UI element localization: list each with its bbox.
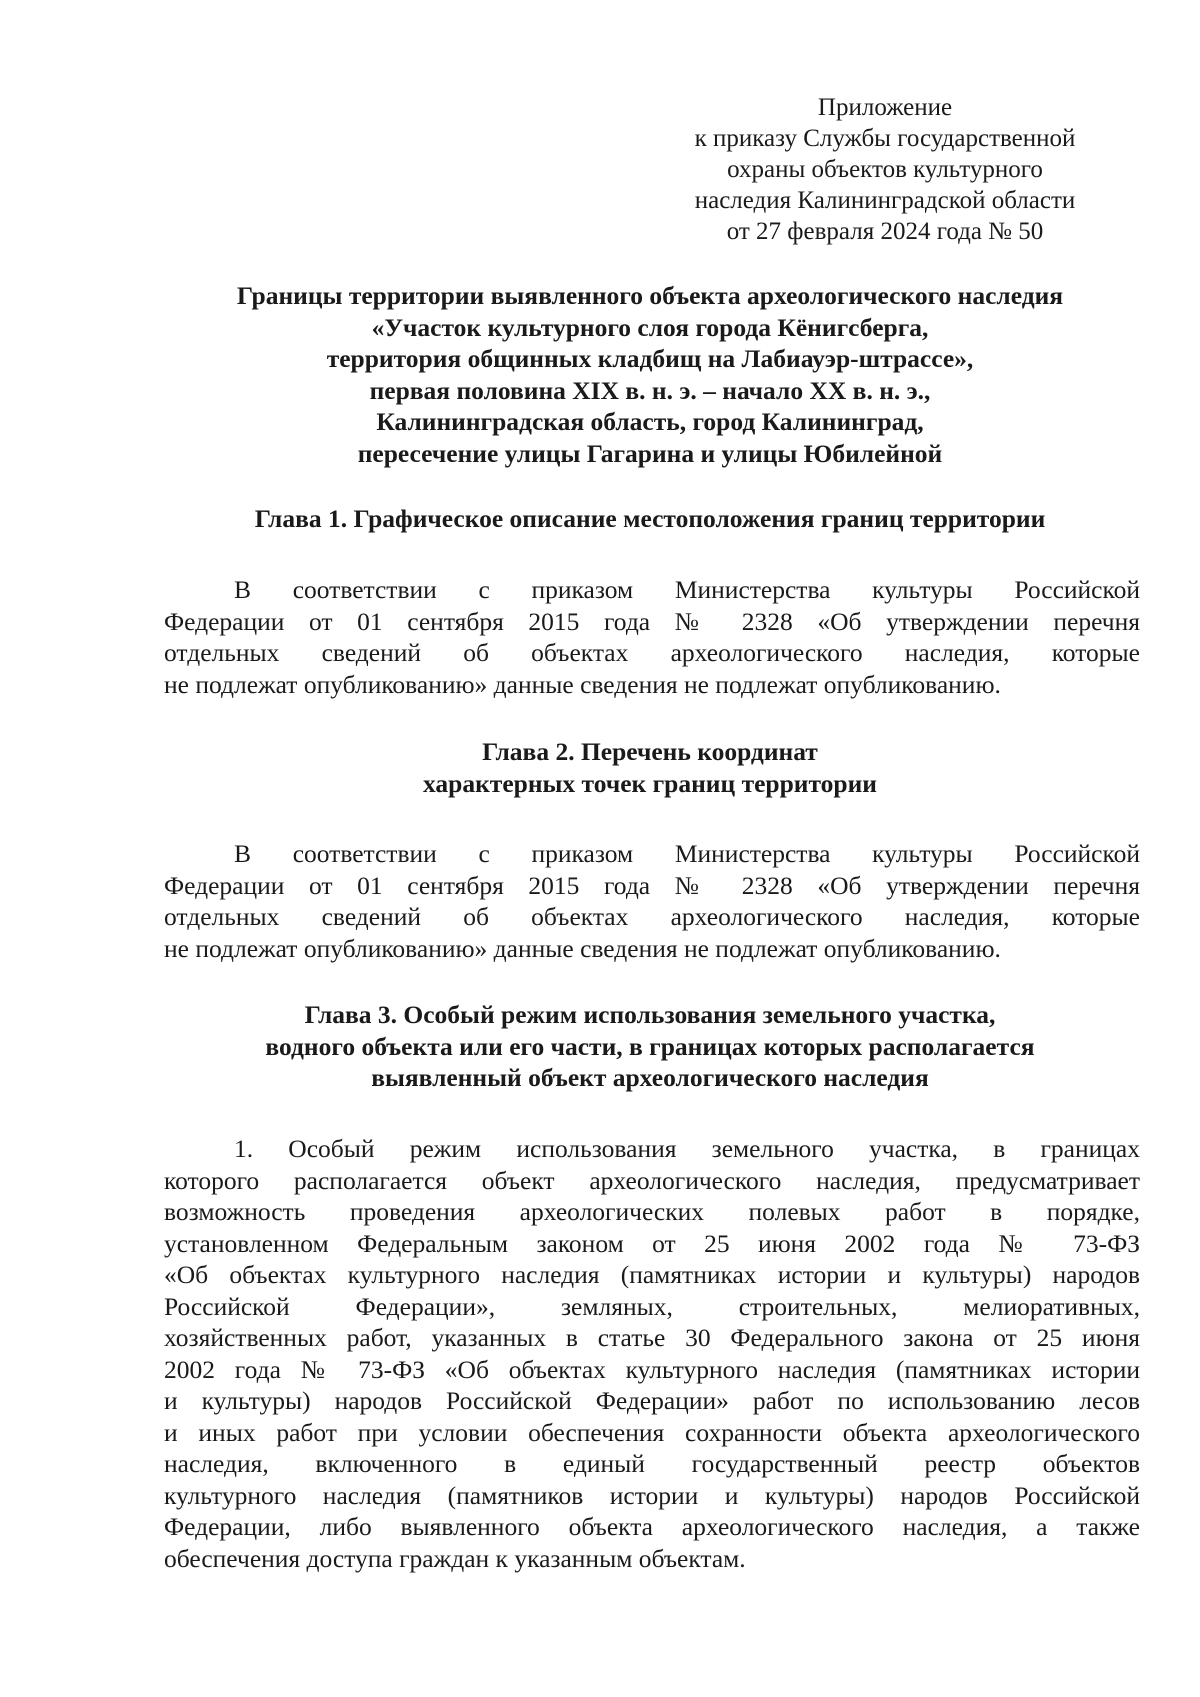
appendix-line: Приложение xyxy=(817,94,953,121)
chapter-3-paragraph xyxy=(164,1133,1140,1574)
paragraph-line: которого располагается объект археологического наследия, предусматривает xyxy=(164,1165,1140,1195)
paragraph-line: Российской Федерации», земляных, строительных, мелиоративных, xyxy=(164,1291,1140,1321)
title-line: пересечение улицы Гагарина и улицы Юбилейной xyxy=(357,438,943,468)
paragraph-line: установленном Федеральным законом от 25 июня 2002 года № 73-ФЗ xyxy=(164,1228,1140,1258)
paragraph-line: В соответствии с приказом Министерства культуры Российской xyxy=(234,575,1140,604)
chapter-heading-line: выявленный объект археологического наследия xyxy=(371,1063,929,1092)
title-line: территория общинных кладбищ на Лабиауэр-штрассе», xyxy=(326,344,974,373)
paragraph-line: обеспечения доступа граждан к указанным объектам. xyxy=(164,1543,746,1573)
paragraph-line: и культуры) народов Российской Федерации» работ по использованию лесов xyxy=(164,1386,1140,1415)
chapter-heading-line: Глава 2. Перечень координат xyxy=(482,737,818,766)
paragraph-line: Федерации от 01 сентября 2015 года № 2328 «Об утверждении перечня xyxy=(164,870,1140,900)
paragraph-line: хозяйственных работ, указанных в статье 30 Федерального закона от 25 июня xyxy=(164,1323,1140,1352)
paragraph-line: Федерации, либо выявленного объекта археологического наследия, а также xyxy=(164,1512,1140,1541)
appendix-line: к приказу Службы государственной xyxy=(694,125,1076,152)
paragraph-line: В соответствии с приказом Министерства культуры Российской xyxy=(234,839,1140,868)
paragraph-line: не подлежат опубликованию» данные сведения не подлежат опубликованию. xyxy=(164,669,1001,699)
paragraph-line: наследия, включенного в единый государственный реестр объектов xyxy=(164,1449,1140,1478)
chapter-2-heading xyxy=(160,736,1140,799)
paragraph-line: культурного наследия (памятников истории и культуры) народов Российской xyxy=(164,1480,1140,1510)
chapter-heading-line: водного объекта или его части, в границах которых располагается xyxy=(265,1031,1035,1061)
paragraph-line: 2002 года № 73-ФЗ «Об объектах культурного наследия (памятниках истории xyxy=(164,1354,1140,1384)
paragraph-line: Федерации от 01 сентября 2015 года № 2328 «Об утверждении перечня xyxy=(164,606,1140,636)
paragraph-line: отдельных сведений об объектах археологического наследия, которые xyxy=(164,638,1140,667)
chapter-2-paragraph xyxy=(164,838,1140,964)
title-line: «Участок культурного слоя города Кёнигсберга, xyxy=(371,312,929,342)
appendix-line: от 27 февраля 2024 года № 50 xyxy=(726,218,1044,245)
chapter-1-heading xyxy=(160,503,1140,535)
chapter-heading-line: характерных точек границ территории xyxy=(423,768,877,798)
paragraph-line: и иных работ при условии обеспечения сохранности объекта археологического xyxy=(164,1417,1140,1447)
title-line: Границы территории выявленного объекта археологического наследия xyxy=(236,281,1064,310)
document-title xyxy=(160,280,1140,469)
paragraph-line: возможность проведения археологических полевых работ в порядке, xyxy=(164,1197,1140,1226)
paragraph-line: 1. Особый режим использования земельного участка, в границах xyxy=(234,1134,1140,1163)
chapter-1-paragraph xyxy=(164,574,1140,700)
appendix-line: наследия Калининградской области xyxy=(694,187,1076,214)
appendix-block xyxy=(640,92,1130,247)
chapter-heading-line: Глава 1. Графическое описание местоположения границ территории xyxy=(254,504,1046,533)
chapter-heading-line: Глава 3. Особый режим использования земельного участка, xyxy=(304,1000,996,1029)
title-line: первая половина XIX в. н. э. – начало XX в. н. э., xyxy=(369,375,931,405)
appendix-line: охраны объектов культурного xyxy=(727,156,1043,183)
paragraph-line: «Об объектах культурного наследия (памятниках истории и культуры) народов xyxy=(164,1260,1140,1289)
chapter-3-heading xyxy=(160,999,1140,1094)
title-line: Калининградская область, город Калининград, xyxy=(376,407,924,436)
paragraph-line: отдельных сведений об объектах археологического наследия, которые xyxy=(164,902,1140,931)
paragraph-line: не подлежат опубликованию» данные сведения не подлежат опубликованию. xyxy=(164,933,1001,963)
